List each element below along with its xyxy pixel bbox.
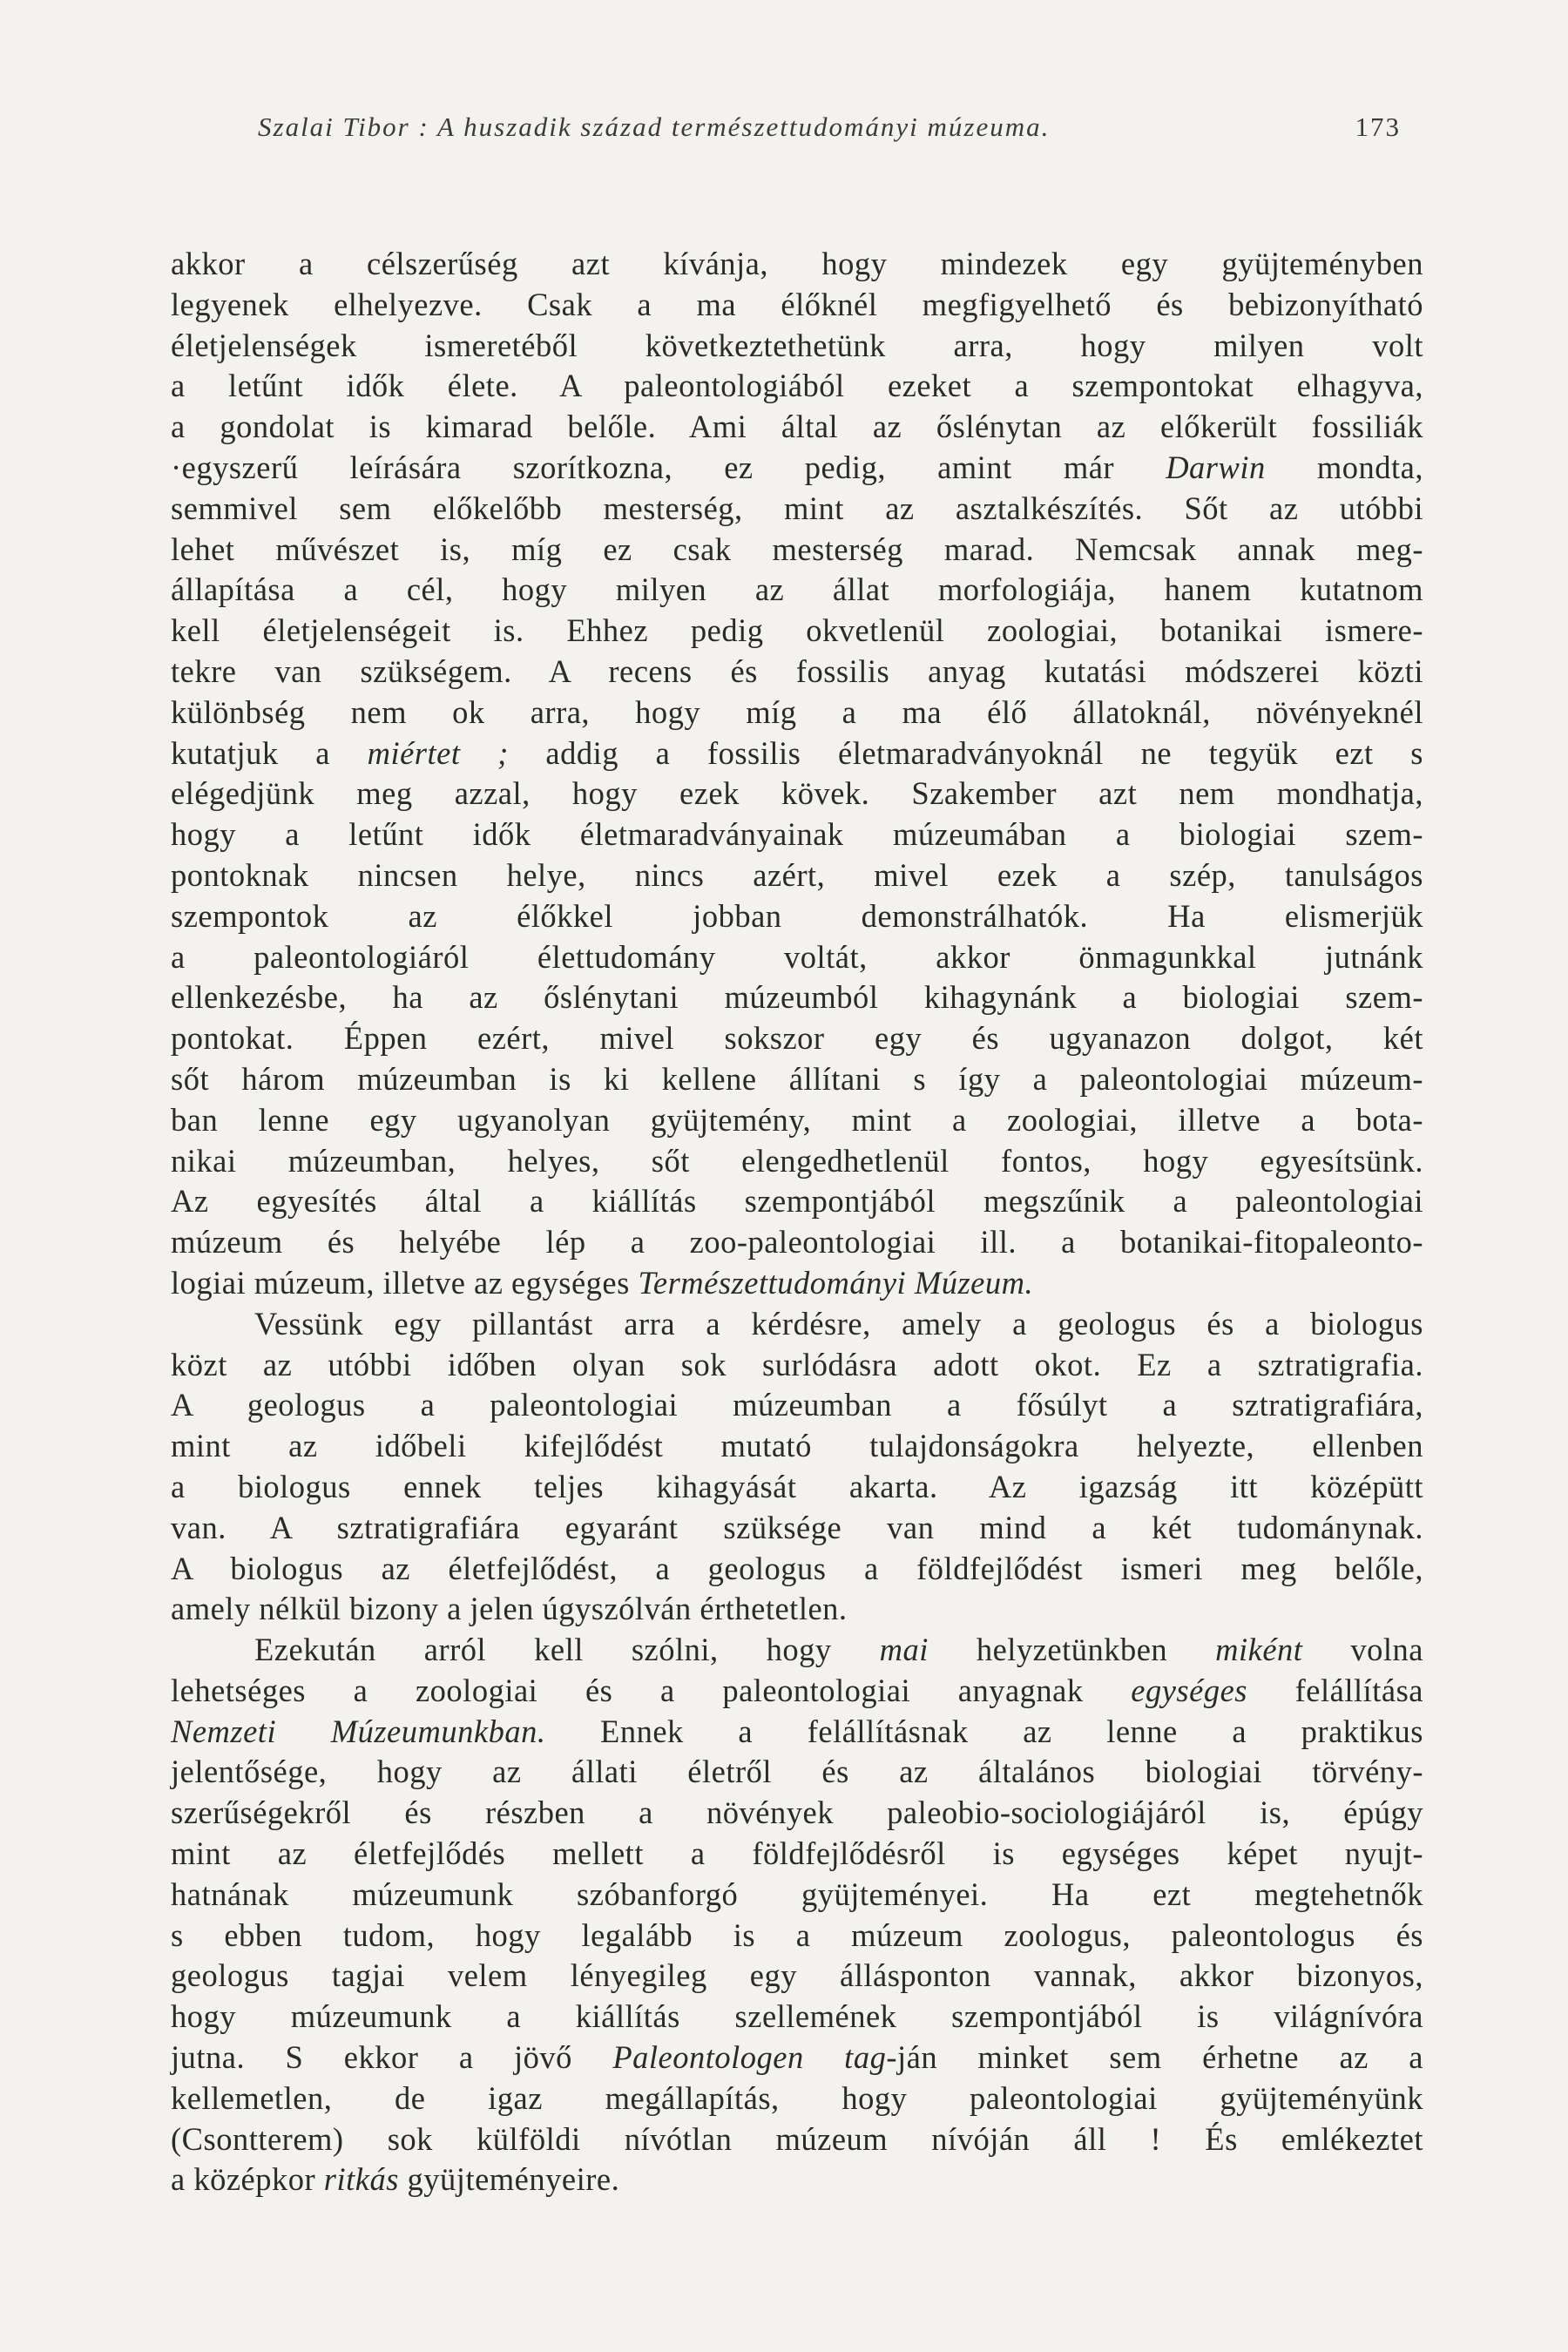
- text-line: a középkor ritkás gyüjteményeire.: [171, 2161, 620, 2198]
- text-line: elégedjünk meg azzal, hogy ezek kövek. Szakember azt nem mondhatja,: [171, 775, 1423, 812]
- text-line: lehetséges a zoologiai és a paleontologiai anyagnak egységes felállítása: [171, 1672, 1423, 1708]
- text-line: s ebben tudom, hogy legalább is a múzeum zoologus, paleontologus és: [171, 1916, 1423, 1953]
- body-text: [171, 244, 1423, 2200]
- text-line: szempontok az élőkkel jobban demonstrálhatók. Ha elismerjük: [171, 897, 1423, 934]
- text-line: jelentősége, hogy az állati életről és az általános biologiai törvény-: [171, 1754, 1423, 1790]
- text-line: Nemzeti Múzeumunkban. Ennek a felállításnak az lenne a praktikus: [171, 1713, 1424, 1749]
- text-line: ·egyszerű leírására szorítkozna, ez pedig, amint már Darwin mondta,: [171, 449, 1423, 485]
- text-line: életjelenségek ismeretéből következtethetünk arra, hogy milyen volt: [171, 327, 1423, 363]
- text-line: hogy múzeumunk a kiállítás szellemének szempontjából is világnívóra: [171, 1998, 1423, 2035]
- text-line: szerűségekről és részben a növények paleobio-sociologiájáról is, épúgy: [171, 1794, 1423, 1831]
- text-line: múzeum és helyébe lép a zoo-paleontologiai ill. a botanikai-fitopaleonto-: [171, 1224, 1423, 1260]
- text-line: hogy a letűnt idők életmaradványainak múzeumában a biologiai szem-: [171, 816, 1423, 853]
- text-line: kutatjuk a miértet ; addig a fossilis életmaradványoknál ne tegyük ezt s: [171, 734, 1423, 771]
- text-line: kell életjelenségeit is. Ehhez pedig okvetlenül zoologiai, botanikai ismere-: [171, 612, 1423, 649]
- text-line: semmivel sem előkelőbb mesterség, mint az asztalkészítés. Sőt az utóbbi: [171, 490, 1423, 526]
- running-header: [258, 112, 1401, 143]
- text-line: mint az időbeli kifejlődést mutató tulajdonságokra helyezte, ellenben: [171, 1428, 1423, 1464]
- text-line: a paleontologiáról élettudomány voltát, akkor önmagunkkal jutnánk: [171, 938, 1423, 975]
- text-line: közt az utóbbi időben olyan sok surlódásra adott okot. Ez a sztratigrafia.: [171, 1346, 1423, 1382]
- text-line: Vessünk egy pillantást arra a kérdésre, amely a geologus és a biologus: [254, 1305, 1423, 1342]
- text-line: jutna. S ekkor a jövő Paleontologen tag-ján minket sem érhetne az a: [171, 2039, 1423, 2076]
- text-line: Az egyesítés által a kiállítás szempontjából megszűnik a paleontologiai: [171, 1183, 1423, 1220]
- text-line: ban lenne egy ugyanolyan gyüjtemény, mint a zoologiai, illetve a bota-: [171, 1101, 1423, 1138]
- text-line: lehet művészet is, míg ez csak mesterség marad. Nemcsak annak meg-: [171, 531, 1423, 567]
- text-line: tekre van szükségem. A recens és fossilis anyag kutatási módszerei közti: [171, 652, 1423, 689]
- text-line: kellemetlen, de igaz megállapítás, hogy paleontologiai gyüjteményünk: [171, 2079, 1423, 2116]
- text-line: a biologus ennek teljes kihagyását akarta. Az igazság itt középütt: [171, 1468, 1423, 1504]
- text-line: mint az életfejlődés mellett a földfejlődésről is egységes képet nyujt-: [171, 1835, 1423, 1872]
- text-line: (Csontterem) sok külföldi nívótlan múzeum nívóján áll ! És emlékeztet: [171, 2120, 1423, 2157]
- text-line: hatnának múzeumunk szóbanforgó gyüjteményei. Ha ezt megtehetnők: [171, 1876, 1423, 1912]
- text-line: a gondolat is kimarad belőle. Ami által az őslénytan az előkerült fossiliák: [171, 409, 1423, 445]
- text-line: van. A sztratigrafiára egyaránt szüksége van mind a két tudománynak.: [171, 1509, 1423, 1545]
- text-line: akkor a célszerűség azt kívánja, hogy mindezek egy gyüjteményben: [171, 246, 1423, 281]
- text-line: legyenek elhelyezve. Csak a ma élőknél megfigyelhető és bebizonyítható: [171, 286, 1423, 322]
- text-line: logiai múzeum, illetve az egységes Természettudományi Múzeum.: [171, 1264, 1034, 1301]
- text-line: amely nélkül bizony a jelen úgyszólván érthetetlen.: [171, 1591, 848, 1627]
- text-line: sőt három múzeumban is ki kellene állítani s így a paleontologiai múzeum-: [171, 1060, 1423, 1097]
- text-line: nikai múzeumban, helyes, sőt elengedhetlenül fontos, hogy egyesítsünk.: [171, 1142, 1423, 1179]
- running-title: Szalai Tibor : A huszadik század természettudományi múzeuma.: [258, 112, 1051, 142]
- text-line: pontokat. Éppen ezért, mivel sokszor egy és ugyanazon dolgot, két: [171, 1020, 1423, 1057]
- text-line: A geologus a paleontologiai múzeumban a fősúlyt a sztratigrafiára,: [171, 1387, 1423, 1423]
- text-line: a letűnt idők élete. A paleontologiából ezeket a szempontokat elhagyva,: [171, 368, 1423, 404]
- text-line: ellenkezésbe, ha az őslénytani múzeumból kihagynánk a biologiai szem-: [171, 979, 1423, 1016]
- text-line: különbség nem ok arra, hogy míg a ma élő állatoknál, növényeknél: [171, 693, 1423, 730]
- page-number: 173: [1355, 112, 1401, 142]
- text-line: Ezekután arról kell szólni, hogy mai helyzetünkben miként volna: [254, 1632, 1424, 1668]
- text-line: állapítása a cél, hogy milyen az állat morfologiája, hanem kutatnom: [171, 571, 1423, 608]
- text-line: A biologus az életfejlődést, a geologus a földfejlődést ismeri meg belőle,: [171, 1550, 1423, 1586]
- text-line: pontoknak nincsen helye, nincs azért, mivel ezek a szép, tanulságos: [171, 856, 1423, 893]
- text-line: geologus tagjai velem lényegileg egy állásponton vannak, akkor bizonyos,: [171, 1957, 1423, 1994]
